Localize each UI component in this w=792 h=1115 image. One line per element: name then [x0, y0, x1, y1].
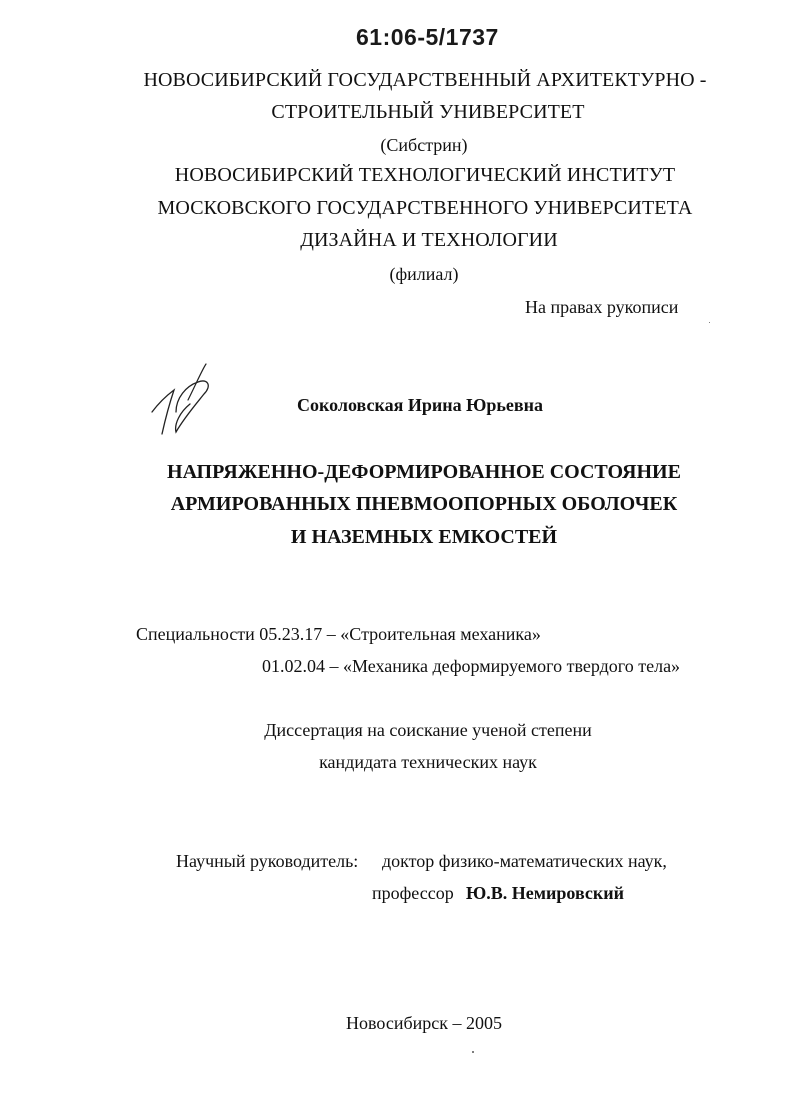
- place-and-year: Новосибирск – 2005: [346, 1013, 502, 1033]
- degree-line2: кандидата технических наук: [319, 752, 537, 772]
- dissertation-title-line2: АРМИРОВАННЫХ ПНЕВМООПОРНЫХ ОБОЛОЧЕК: [170, 493, 678, 515]
- scan-speck: [709, 322, 710, 323]
- supervisor-rank: профессор: [372, 883, 454, 903]
- handwritten-signature: [146, 360, 216, 440]
- scan-speck: [472, 1051, 474, 1053]
- institution1-abbreviation: (Сибстрин): [380, 135, 468, 155]
- supervisor-name: Ю.В. Немировский: [466, 883, 625, 903]
- dissertation-title-line1: НАПРЯЖЕННО-ДЕФОРМИРОВАННОЕ СОСТОЯНИЕ: [167, 461, 681, 483]
- specialty-line2: 01.02.04 – «Механика деформируемого твердого тела»: [262, 656, 681, 676]
- institution2-branch: (филиал): [389, 264, 459, 284]
- institution2-line1: НОВОСИБИРСКИЙ ТЕХНОЛОГИЧЕСКИЙ ИНСТИТУТ: [174, 164, 676, 186]
- specialty-line1: Специальности 05.23.17 – «Строительная механика»: [136, 624, 541, 644]
- archive-stamp-number: 61:06-5/1737: [356, 24, 499, 50]
- degree-line1: Диссертация на соискание ученой степени: [264, 720, 592, 740]
- institution1-line2: СТРОИТЕЛЬНЫЙ УНИВЕРСИТЕТ: [271, 101, 585, 123]
- manuscript-rights-note: На правах рукописи: [525, 297, 679, 317]
- author-name: Соколовская Ирина Юрьевна: [297, 395, 543, 415]
- institution2-line3: ДИЗАЙНА И ТЕХНОЛОГИИ: [300, 229, 558, 251]
- supervisor-degree: доктор физико-математических наук,: [382, 851, 667, 871]
- supervisor-label: Научный руководитель:: [176, 851, 359, 871]
- dissertation-title-line3: И НАЗЕМНЫХ ЕМКОСТЕЙ: [290, 526, 558, 548]
- institution1-line1: НОВОСИБИРСКИЙ ГОСУДАРСТВЕННЫЙ АРХИТЕКТУРНО -: [143, 69, 707, 91]
- institution2-line2: МОСКОВСКОГО ГОСУДАРСТВЕННОГО УНИВЕРСИТЕТА: [157, 197, 693, 219]
